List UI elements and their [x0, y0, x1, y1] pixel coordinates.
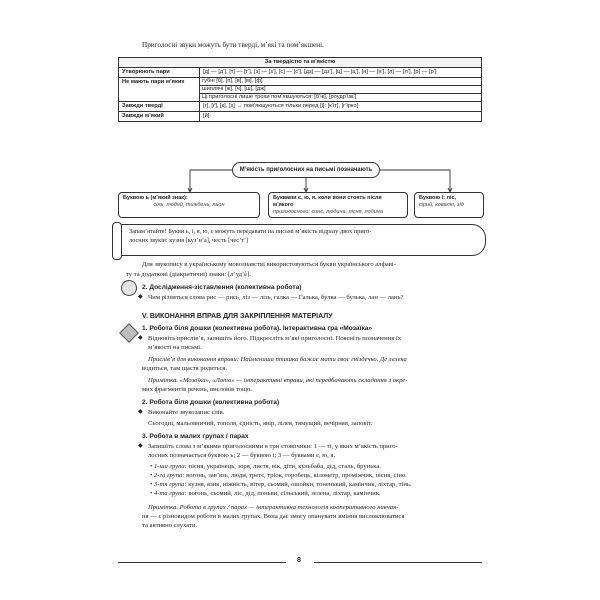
row-content: [й] — [200, 112, 482, 122]
note-scroll — [116, 224, 486, 256]
note-text: мих фрагментів речень, висловів тощо. — [142, 386, 252, 393]
group-text: пісня, українець, зоря, листя, вік, діти, кульбаба, дід, сталь, брунька. — [188, 463, 381, 470]
proverb-text: водиться, там щастя родиться. — [142, 365, 228, 372]
group-text: вогонь, сьомий, ліс, дід, поньви, сільський, зелена, ліхтар, камінчик. — [188, 490, 381, 497]
bullet-icon: ◆ — [138, 409, 143, 415]
row-content: [г], [ґ], [к], [х] → пом’якшуються тільки перед [і]: [к’іт], [г’ірко] — [200, 102, 482, 112]
note-text: Примітка. «Мозаїка», «Лото» — інтерактивні вправи, які передбачають складання з окре- — [148, 377, 408, 384]
table-header: За твердістю та м’якістю — [119, 58, 482, 68]
task-text: Запишіть слова з м’якими приголосними в три стовпчики: 1 — ті, у яких м’якість приго- — [148, 443, 398, 450]
note-line: Запам’ятайте! Букви ь, і, я, ю, є можуть передавати на письмі м’якість відразу двох приго- — [129, 228, 372, 235]
footer-divider — [118, 562, 286, 563]
task-text: лосних позначається буквою ь; 2 — буквою і; 3 — буквами є, ю, я. — [148, 452, 336, 459]
note-line: лосних звуків: кузня [куз’н’а], честь [чес’т’] — [129, 237, 249, 244]
note-text: ня — є різновидом роботи в малих групах. Вона дає змогу опанувати вміння висловлюватися — [142, 513, 405, 520]
group-text: кузня, язик, ніжність, вітер, сьомий, ошойки, тоненький, камінчик, ліхтар, тінь. — [188, 481, 412, 488]
group-label: 2-га група: — [153, 472, 185, 479]
consonant-table — [118, 57, 482, 122]
row-sub-content: Ці приголосні лише трохи пом’якшуються: [б’ік], [роудр’ізк’] — [202, 94, 357, 100]
note-text: Примітка. Робота в групах / парах — інтерактивна технологія кооперативного навчан- — [148, 504, 399, 511]
table-row — [119, 78, 482, 102]
paragraph-line: Для звукопису в українському мовознавстві використовуються букви українського алфаві- — [142, 261, 396, 268]
proverb-text: Прислів’я для виконання вправи: Наймениша пташка бажає мати своє гніздечко. Де лелека — [148, 356, 407, 363]
task-cube-icon — [119, 323, 139, 343]
bullet-icon: ◆ — [138, 294, 143, 300]
group-label: 4-та група: — [153, 490, 187, 497]
group-label: 1-ша група: — [153, 463, 187, 470]
task-text: м’якості на письмі. — [148, 344, 202, 351]
intro-text: Приголосні звуки можуть бути тверді, м’які та пом’якшені. — [142, 41, 324, 49]
row-sub-content: губні [б], [п], [в], [м], [ф] — [200, 78, 481, 86]
group-line: • 1-ша група: пісня, українець, зоря, листя, вік, діти, кульбаба, дід, сталь, брунька. — [150, 463, 381, 470]
diagram-box-title: Буквою ь (м’який знак): — [123, 195, 188, 201]
note-text: та активно слухати. — [142, 522, 198, 529]
diagram-box-title: Буквами є, ю, я, коли вони стоять після м’якого — [273, 195, 382, 208]
group-line: • 4-та група: вогонь, сьомий, ліс, дід, поньви, сільський, зелена, ліхтар, камінчик. — [150, 490, 381, 497]
task-text: Відновіть прислів’я, запишіть його. Підкресліть м’які приголосні. Поясніть позначення їх — [148, 335, 402, 342]
diagram-top-box: М’якість приголосних на письмі позначають — [232, 162, 380, 178]
diagram-box-title: Буквою і: ліс, — [419, 195, 457, 201]
question-text: Чим різняться слова рис — рись, ліз — лізь, галка — Галька, булка — булька, лан — лань? — [148, 294, 404, 301]
diagram-box — [118, 192, 260, 218]
diagram-box-examples: приголосного: синє, людина, пісня, подина — [273, 209, 383, 215]
row-label: Не мають пари м’яких — [119, 78, 200, 102]
research-icon — [121, 280, 137, 296]
diagram-box — [268, 192, 408, 218]
row-sub-content: шиплячі [ж], [ч], [ш], [дж] — [200, 86, 481, 94]
row-label: Утворюють пари — [119, 68, 200, 78]
task-text: Виконайте звукозапис слів. — [148, 409, 225, 416]
table-row — [119, 112, 482, 122]
section-title: 2. Дослідження-зіставлення (колективна робота) — [142, 284, 302, 291]
table-row — [119, 68, 482, 78]
diagram-box — [414, 192, 484, 218]
row-label: Завжди м’який — [119, 112, 200, 122]
table-row — [119, 102, 482, 112]
diagram-box-examples: сірий, ковалія, зід — [419, 202, 464, 208]
section-heading: V. ВИКОНАННЯ ВПРАВ ДЛЯ ЗАКРІПЛЕННЯ МАТЕРІАЛУ — [142, 313, 333, 320]
diagram-box-examples: сіль, люднй, тиждень, льон — [153, 202, 225, 208]
task-words: Сьогодні, мальовничий, тополя, єдність, явір, лілея, тямущий, вечірняя, заповіт. — [148, 420, 373, 427]
bullet-icon: ◆ — [138, 443, 143, 449]
task-title: 2. Робота біля дошки (колективна робота) — [142, 399, 280, 406]
task-title: 1. Робота біля дошки (колективна робота). Інтерактивна гра «Мозаїка» — [142, 325, 373, 332]
group-line: • 3-тя група: кузня, язик, ніжність, вітер, сьомий, ошойки, тоненький, камінчик, ліхтар, тінь. — [150, 481, 412, 488]
group-text: вогонь, зав’язь, люди, третє, тріок, горобець, кілометр, проміжчик, пісня, сіно. — [186, 472, 407, 479]
group-line: • 2-га група: вогонь, зав’язь, люди, третє, тріок, горобець, кілометр, проміжчик, пісня, сіно. — [150, 472, 407, 479]
row-label: Завжди тверді — [119, 102, 200, 112]
row-content: [д] — [д’], [т] — [т’], [з] — [з’], [с] — [с’], [дз] — [дз’], [ц] — [ц’], [н] — [н’], [л] — [л’], [р] — [р’] — [200, 68, 482, 78]
paragraph-line: ту та додаткові (діакритичні) знаки: [л’уд’ѐ]. — [126, 271, 251, 278]
group-label: 3-тя група: — [153, 481, 187, 488]
bullet-icon: ◆ — [138, 335, 143, 341]
task-title: 3. Робота в малих групах / парах — [142, 433, 249, 440]
footer-divider — [314, 562, 482, 563]
page-number: 8 — [294, 557, 304, 564]
